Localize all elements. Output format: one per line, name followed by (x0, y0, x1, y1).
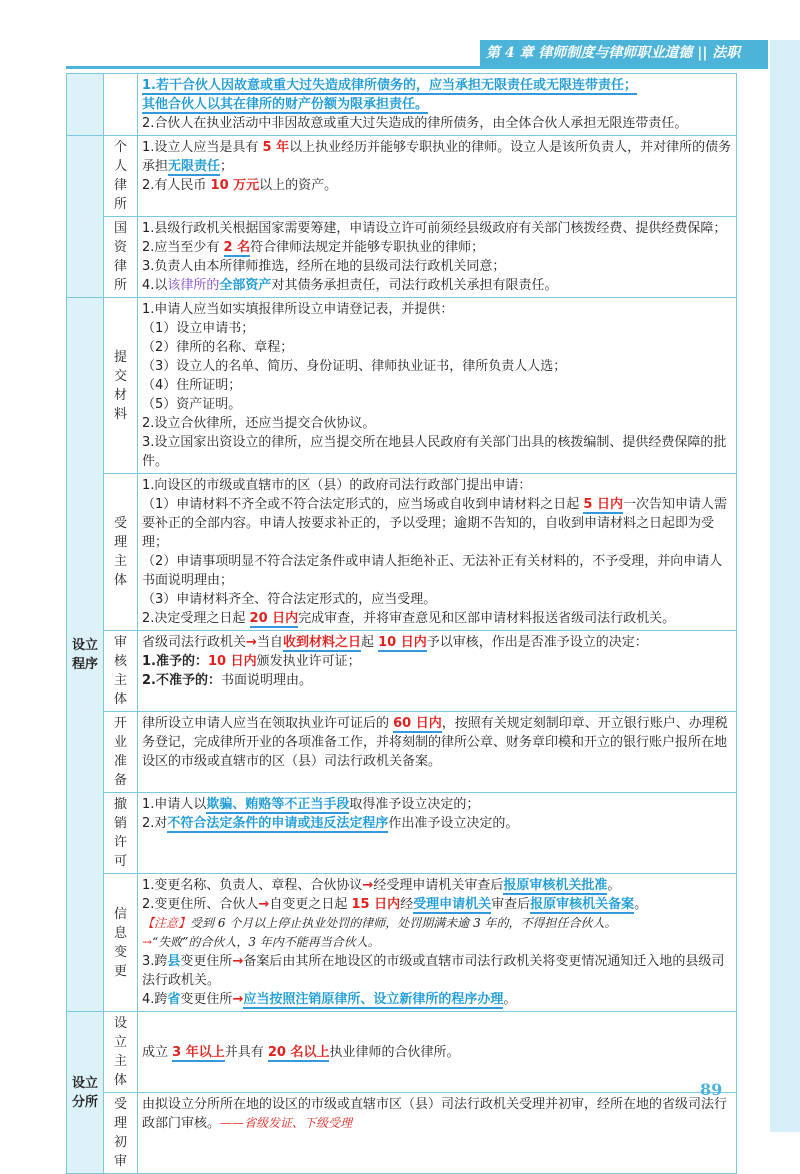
table-row (67, 874, 737, 1012)
state-firm-cell (138, 217, 737, 298)
materials-l2: 2.设立合伙律所，还应当提交合伙协议。 (142, 416, 376, 431)
state-l4a: 4.以 (142, 278, 168, 293)
table-row (67, 74, 737, 136)
state-l4b: 该律所的 (167, 278, 220, 293)
change-l4d: → (232, 992, 244, 1007)
branch-subject-cell (138, 1012, 737, 1093)
change-l4c: 变更住所 (180, 992, 233, 1007)
materials-item: （3）设立人的名单、简历、身份证明、律师执业证书，律所负责人人选； (142, 359, 567, 374)
branch-l1c: 并具有 (224, 1044, 268, 1060)
change-note2a: → (142, 935, 153, 949)
revoke-l1c: 取得准予设立决定的； (349, 797, 480, 812)
change-cell (138, 874, 737, 1012)
branch-review-l1: 由拟设立分所所在地的设区的市级或直辖市区（县）司法行政机关受理并初审，经所在地的省级司法行政部门审核。 (142, 1097, 728, 1131)
label-revoke: 撤销许可 (104, 793, 138, 874)
label-opening: 开业准备 (104, 712, 138, 793)
partnership-line1b: 其他合伙人以其在律所的财产份额为限承担责任。 (142, 97, 429, 112)
branch-review-l1b: ——省级发证、下级受理 (220, 1116, 353, 1130)
acceptance-l5c: 完成审查，并将审查意见和区部申请材料报送省级司法行政机关。 (298, 611, 676, 626)
acceptance-l3: （2）申请事项明显不符合法定条件或申请人拒绝补正、无法补正有关材料的，不予受理，并向申请人书面说明理由； (142, 554, 723, 588)
opening-cell (138, 712, 737, 793)
acceptance-l2b: 5 日内 (583, 497, 623, 512)
table-row (67, 793, 737, 874)
revoke-l1b: 欺骗、贿赂等不正当手段 (206, 797, 350, 812)
group-cell-blank (67, 136, 104, 298)
table-row (67, 1093, 737, 1174)
review-cell (138, 631, 737, 712)
change-l1d: 报原审核机关批准 (503, 878, 608, 893)
revoke-cell (138, 793, 737, 874)
change-l4b: 省 (167, 992, 181, 1007)
acceptance-l2c: 一次告知申请人需要补正的全部内容。申请人按要求补正的，予以受理；逾期不告知的，自收到申请材料之日起即为受理； (142, 497, 727, 550)
group-label-procedure: 设立程序 (67, 298, 104, 1012)
label-branch-subject: 设立主体 (104, 1012, 138, 1093)
group-label-branch: 设立分所 (67, 1012, 104, 1174)
branch-review-cell (138, 1093, 737, 1174)
change-l1c: 经受理申请机关审查后 (373, 878, 504, 893)
table-row (67, 712, 737, 793)
materials-item: （5）资产证明。 (142, 397, 242, 412)
materials-cell (138, 298, 737, 474)
change-note2b: “失败”的合伙人，3 年内不能再当合伙人。 (152, 935, 380, 949)
label-change: 信息变更 (104, 874, 138, 1012)
personal-l1a: 1.设立人应当是具有 (142, 140, 263, 155)
personal-firm-cell (138, 136, 737, 217)
change-l1a: 1.变更名称、负责人、章程、合伙协议 (142, 878, 363, 893)
materials-item: （4）住所证明； (142, 378, 242, 393)
state-l4d: 对其债务承担责任，司法行政机关承担有限责任。 (271, 278, 558, 293)
personal-l2b: 10 万元 (210, 178, 260, 193)
change-l1e: 。 (607, 878, 621, 893)
change-l2c: 自变更之日起 (269, 897, 352, 912)
partnership-cont-cell (138, 74, 737, 136)
change-l2b: → (258, 897, 270, 912)
change-l1b: → (362, 878, 374, 893)
change-l4e: 应当按照注销原律所、设立新律所的程序办理 (243, 992, 504, 1007)
change-l2i: 。 (634, 897, 648, 912)
opening-l1c: ，按照有关规定刻制印章、开立银行账户、办理税务登记，完成律所开业的各项准备工作，并将刻制的律所公章、财务章印模和开立的银行账户报所在地设区的市级或直辖市的区（县）司法行政机关备案。 (142, 716, 728, 769)
subgroup-cell-empty (104, 74, 138, 136)
branch-l1b: 3 年以上 (172, 1044, 225, 1060)
change-l4a: 4.跨 (142, 992, 168, 1007)
opening-l1b: 60 日内 (393, 716, 442, 731)
label-state-firm: 国资律所 (104, 217, 138, 298)
review-l1e: 起 (360, 635, 379, 650)
review-l2a: 1.准予的： (142, 654, 208, 669)
branch-l1a: 成立 (142, 1044, 173, 1060)
label-materials: 提交材料 (104, 298, 138, 474)
change-l2e: 经 (400, 897, 414, 912)
materials-l1: 1.申请人应当如实填报律所设立申请登记表，并提供： (142, 302, 454, 317)
page-number: 89 (700, 1080, 723, 1099)
review-l2c: 颁发执业许可证； (256, 654, 361, 669)
chapter-header: 第 4 章 律师制度与律师职业道德 || 法职 (480, 40, 768, 66)
change-l2g: 审查后 (491, 897, 531, 912)
change-l2f: 受理申请机关 (413, 897, 492, 912)
state-l2a: 2.应当至少有 (142, 240, 224, 255)
materials-item: （1）设立申请书； (142, 321, 255, 336)
table-row (67, 136, 737, 217)
table-row (67, 1012, 737, 1093)
review-l1d: 收到材料之日 (282, 635, 361, 650)
state-l2c: 符合律师法规定并能够专职执业的律师； (250, 240, 485, 255)
table-row (67, 631, 737, 712)
revoke-l2c: 作出准予设立决定的。 (388, 816, 519, 831)
acceptance-cell (138, 474, 737, 631)
change-l4f: 。 (503, 992, 517, 1007)
state-l3: 3.负责人由本所律师推选，经所在地的县级司法行政机关同意； (142, 259, 506, 274)
label-personal-firm: 个人律所 (104, 136, 138, 217)
state-l2b: 2 名 (223, 240, 251, 255)
personal-l1e: ； (220, 159, 234, 174)
branch-l1d: 20 名以上 (267, 1044, 330, 1060)
personal-l1b: 5 年 (262, 140, 290, 155)
materials-item: （2）律所的名称、章程； (142, 340, 294, 355)
change-l3e: 备案后由其所在地设区的市级或直辖市司法行政机关将变更情况通知迁入地的县级司法行政机关。 (142, 954, 725, 988)
review-l3a: 2.不准予的： (142, 673, 221, 688)
state-l4c: 全部资产 (219, 278, 272, 293)
table-row (67, 474, 737, 631)
review-l1c: 当自 (256, 635, 283, 650)
change-l3b: 县 (167, 954, 181, 969)
revoke-l2a: 2.对 (142, 816, 168, 831)
personal-l2a: 2.有人民币 (142, 178, 211, 193)
header-rule (66, 66, 768, 69)
label-branch-review: 受理初审 (104, 1093, 138, 1174)
change-note1a: 【注意】 (142, 916, 191, 930)
acceptance-l1: 1.向设区的市级或直辖市的区（县）的政府司法行政部门提出申请： (142, 478, 532, 493)
personal-l2c: 以上的资产。 (259, 178, 338, 193)
revoke-l1a: 1.申请人以 (142, 797, 207, 812)
review-l1g: 予以审核，作出是否准予设立的决定： (426, 635, 648, 650)
label-acceptance: 受理主体 (104, 474, 138, 631)
change-l3d: → (232, 954, 244, 969)
page-edge-bar (770, 40, 800, 1132)
review-l1f: 10 日内 (378, 635, 427, 650)
partnership-line1: 1.若干合伙人因故意或重大过失造成律所债务的，应当承担无限责任或无限连带责任； (142, 78, 637, 93)
state-l1: 1.县级行政机关根据国家需要筹建，申请设立许可前须经县级政府有关部门核拨经费、提供经费保障； (142, 221, 727, 236)
review-l2b: 10 日内 (207, 654, 257, 669)
table-row (67, 298, 737, 474)
branch-l1e: 执业律师的合伙律所。 (329, 1044, 460, 1060)
personal-l1d: 无限责任 (168, 159, 221, 174)
review-l3b: 书面说明理由。 (220, 673, 312, 688)
change-l2d: 15 日内 (351, 897, 401, 912)
change-l3c: 变更住所 (180, 954, 233, 969)
review-l1b: → (246, 635, 257, 650)
acceptance-l2a: （1）申请材料不齐全或不符合法定形式的，应当场或自收到申请材料之日起 (142, 497, 584, 512)
table-row (67, 217, 737, 298)
group-cell-empty (67, 74, 104, 136)
acceptance-l5a: 2.决定受理之日起 (142, 611, 250, 626)
law-firm-table (66, 73, 737, 1174)
change-l2h: 报原审核机关备案 (530, 897, 635, 912)
change-l2a: 2.变更住所、合伙人 (142, 897, 259, 912)
acceptance-l4: （3）申请材料齐全、符合法定形式的，应当受理。 (142, 592, 437, 607)
acceptance-l5b: 20 日内 (249, 611, 299, 626)
opening-l1a: 律所设立申请人应当在领取执业许可证后的 (142, 716, 394, 731)
review-l1a: 省级司法行政机关 (142, 635, 247, 650)
materials-l3: 3.设立国家出资设立的律所，应当提交所在地县人民政府有关部门出具的核拨编制、提供经费保障的批件。 (142, 435, 727, 469)
change-note1b: 受到 6 个月以上停止执业处罚的律师，处罚期满未逾 3 年的，不得担任合伙人。 (190, 916, 617, 930)
label-review: 审核主体 (104, 631, 138, 712)
personal-l1c: 以上执业经历并能够专职执业的律师。设立人是该所负责人，并对律所的债务承担 (142, 140, 732, 174)
change-l3a: 3.跨 (142, 954, 168, 969)
partnership-line2: 2.合伙人在执业活动中非因故意或重大过失造成的律所债务，由全体合伙人承担无限连带责任。 (142, 116, 688, 131)
revoke-l2b: 不符合法定条件的申请或违反法定程序 (167, 816, 389, 831)
